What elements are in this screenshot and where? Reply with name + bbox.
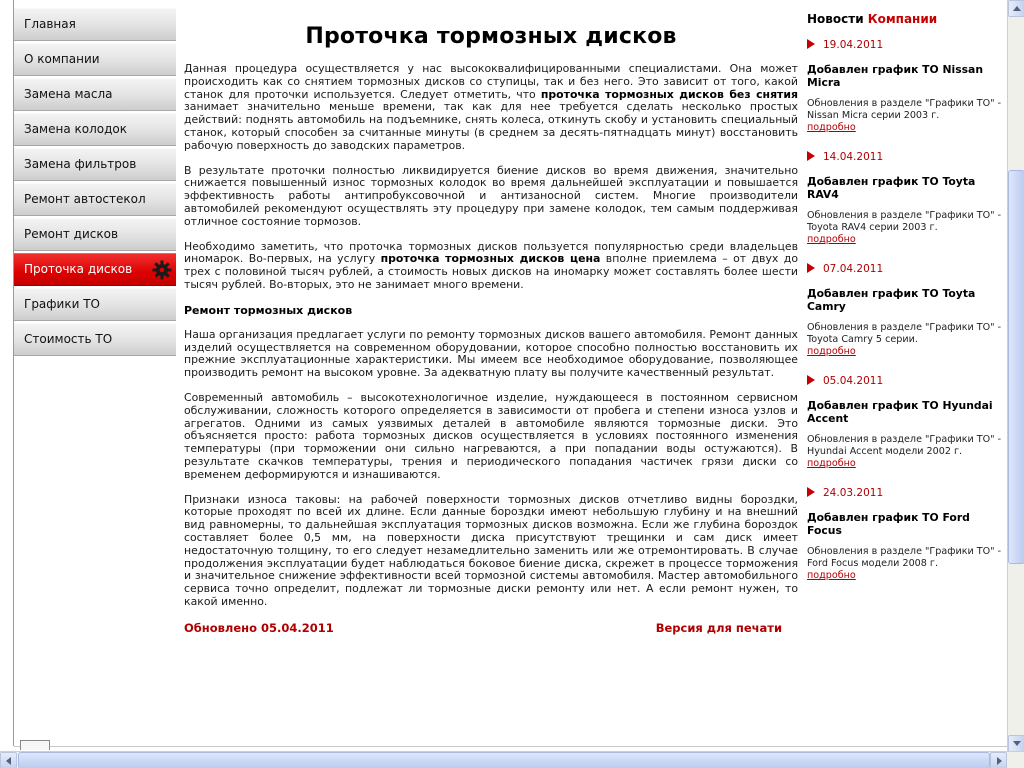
news-item [807, 151, 1006, 246]
triangle-bullet-icon [807, 39, 815, 49]
page-corner-element [20, 740, 50, 750]
sidebar-item-label: Замена фильтров [24, 157, 137, 171]
sidebar-item-maintenance-schedule[interactable] [14, 288, 176, 321]
news-headline: Добавлен график ТО Hyundai Accent [807, 399, 993, 425]
bold-phrase: проточка тормозных дисков без снятия [540, 87, 798, 101]
sidebar-item-label: Проточка дисков [24, 262, 133, 276]
sidebar-item-maintenance-cost[interactable] [14, 323, 176, 356]
news-more-link[interactable]: подробно [807, 570, 856, 581]
bold-phrase: проточка тормозных дисков цена [380, 252, 601, 266]
news-text: Обновления в разделе "Графики ТО" - Hyundai Accent модели 2002 г. [807, 434, 1002, 457]
gear-icon [152, 260, 172, 280]
news-item [807, 263, 1006, 358]
horizontal-scrollbar[interactable] [0, 751, 1024, 768]
updated-date: Обновлено 05.04.2011 [184, 620, 334, 635]
news-date: 19.04.2011 [807, 39, 1006, 51]
horizontal-scroll-thumb[interactable] [18, 752, 990, 768]
triangle-bullet-icon [807, 263, 815, 273]
sidebar-item-label: Графики ТО [24, 297, 100, 311]
sidebar-item-disc-repair[interactable] [14, 218, 176, 251]
triangle-bullet-icon [807, 487, 815, 497]
article-paragraph-4: Наша организация предлагает услуги по ремонту тормозных дисков вашего автомобиля. Ремонт данных изделий осуществляется на современном оборудовании, которое способно полностью восстановить их прежние эксплуатационные характеристики. Мы имеем все необходимое оборудование, позволяющее производить ремонт на высоком уровне. За адекватную плату вы получите качественный результат. [184, 327, 798, 380]
article-footer [184, 621, 798, 637]
news-headline: Добавлен график ТО Ford Focus [807, 511, 970, 537]
page-title: Проточка тормозных дисков [305, 24, 677, 49]
news-item [807, 487, 1006, 582]
section-heading: Ремонт тормозных дисков [184, 303, 353, 317]
sidebar-nav [14, 8, 176, 358]
content-bottom-divider [14, 746, 1007, 747]
news-headline: Добавлен график ТО Toyta RAV4 [807, 175, 976, 201]
sidebar-item-filters[interactable] [14, 148, 176, 181]
sidebar-item-oil-change[interactable] [14, 78, 176, 111]
scroll-right-button[interactable] [990, 752, 1007, 768]
triangle-bullet-icon [807, 375, 815, 385]
news-text: Обновления в разделе "Графики ТО" - Toyota Camry 5 серии. [807, 322, 1002, 345]
news-item [807, 375, 1006, 470]
sidebar-item-label: Стоимость ТО [24, 332, 113, 346]
news-date: 05.04.2011 [807, 375, 1006, 387]
sidebar-item-windshield[interactable] [14, 183, 176, 216]
sidebar-item-about[interactable] [14, 43, 176, 76]
main-content [184, 24, 798, 637]
arrow-right-icon [997, 757, 1002, 765]
scroll-left-button[interactable] [0, 752, 17, 768]
scroll-down-button[interactable] [1008, 735, 1024, 752]
news-date: 24.03.2011 [807, 487, 1006, 499]
news-date: 14.04.2011 [807, 151, 1006, 163]
sidebar-item-label: Замена масла [24, 87, 113, 101]
page-left-edge [0, 0, 14, 746]
news-headline: Добавлен график ТО Nissan Micra [807, 63, 984, 89]
news-more-link[interactable]: подробно [807, 458, 856, 469]
sidebar-item-disc-turning[interactable] [14, 253, 176, 286]
sidebar-item-label: Ремонт автостекол [24, 192, 146, 206]
news-sidebar [807, 12, 1006, 599]
news-more-link[interactable]: подробно [807, 346, 856, 357]
sidebar-item-brake-pads[interactable] [14, 113, 176, 146]
news-text: Обновления в разделе "Графики ТО" - Nissan Micra серии 2003 г. [807, 98, 1002, 121]
scroll-up-button[interactable] [1008, 0, 1024, 17]
vertical-scrollbar[interactable] [1007, 0, 1024, 752]
arrow-up-icon [1013, 6, 1021, 11]
news-more-link[interactable]: подробно [807, 234, 856, 245]
print-version-link[interactable]: Версия для печати [655, 620, 782, 635]
triangle-bullet-icon [807, 151, 815, 161]
news-text: Обновления в разделе "Графики ТО" - Ford Focus модели 2008 г. [807, 546, 1002, 569]
news-headline: Добавлен график ТО Toyta Camry [807, 287, 976, 313]
article-paragraph-2: В результате проточки полностью ликвидируется биение дисков во время движения, значительно снижается повышенный износ тормозных колодок во время дальнейшей эксплуатации и повышается эффективность работы антипробуксовочной и антизаносной систем. Многие производители автомобилей рекомендуют осуществлять эту процедуру при замене колодок, тем самым поддерживая отличное состояние тормозов. [184, 163, 798, 228]
article-paragraph-6: Признаки износа таковы: на рабочей поверхности тормозных дисков отчетливо видны бороздки, которые проходят по всей их длине. Если данные бороздки имеют небольшую глубину и на внешний вид равномерны, то дальнейшая эксплуатация тормозных дисков возможна. Если же глубина бороздок составляет более 0,5 мм, на поверхности диска присутствуют трещинки и сам диск имеет недостаточную толщину, то его следует незамедлительно заменить или же отремонтировать. В случае продолжения эксплуатации будет наблюдаться боковое биение диска, скрежет в процессе торможения и значительное снижение эффективности всей тормозной системы автомобиля. Мастер автомобильного сервиса точно определит, подлежат ли тормозные диски ремонту или нет. А если ремонт нужен, то какой именно. [184, 492, 798, 608]
article-paragraph-1: Данная процедура осуществляется у нас высококвалифицированными специалистами. Она может происходить как со снятием тормозных дисков со ступицы, так и без него. Это зависит от того, какой станок для проточки используется. Следует отметить, что проточка тормозных дисков без снятия занимает значительно меньше времени, так как для нее требуется сделать несколько простых действий: поднять автомобиль на подъемнике, снять колеса, откинуть скобу и установить специальный станок, который способен за считанные минуты (в среднем за десять-пятнадцать минут) восстановить рабочую поверхность до заводских параметров. [184, 62, 798, 152]
vertical-scroll-thumb[interactable] [1008, 170, 1024, 564]
news-more-link[interactable]: подробно [807, 122, 856, 133]
arrow-left-icon [6, 757, 11, 765]
sidebar-item-label: Главная [24, 17, 76, 31]
sidebar-item-label: Замена колодок [24, 122, 127, 136]
article-paragraph-5: Современный автомобиль – высокотехнологичное изделие, нуждающееся в постоянном сервисном обслуживании, сложность которого определяется в зависимости от пробега и степени износа узлов и агрегатов. Одними из самых уязвимых деталей в автомобиле являются тормозные диски. Это объясняется просто: работа тормозных дисков осуществляется в условиях постоянного изменения температуры (при торможении они сильно нагреваются, а при попадании воды остужаются). В результате скачков температуры, трения и периодического попадания частичек грязи диски со временем деформируются и изнашиваются. [184, 390, 798, 481]
news-item [807, 39, 1006, 134]
sidebar-item-home[interactable] [14, 8, 176, 41]
sidebar-item-label: Ремонт дисков [24, 227, 119, 241]
sidebar-item-label: О компании [24, 52, 100, 66]
news-title: Новости Компании [807, 12, 938, 26]
news-date: 07.04.2011 [807, 263, 1006, 275]
article-paragraph-3: Необходимо заметить, что проточка тормозных дисков пользуется популярностью среди владельцев иномарок. Во-первых, на услугу проточка тормозных дисков цена вполне приемлема – от двух до трех с половиной тысяч рублей, а стоимость новых дисков на иномарку может составлять более шести тысяч рублей. Во-вторых, это не занимает много времени. [184, 239, 798, 291]
news-text: Обновления в разделе "Графики ТО" - Toyota RAV4 серии 2003 г. [807, 210, 1002, 233]
arrow-down-icon [1013, 741, 1021, 746]
